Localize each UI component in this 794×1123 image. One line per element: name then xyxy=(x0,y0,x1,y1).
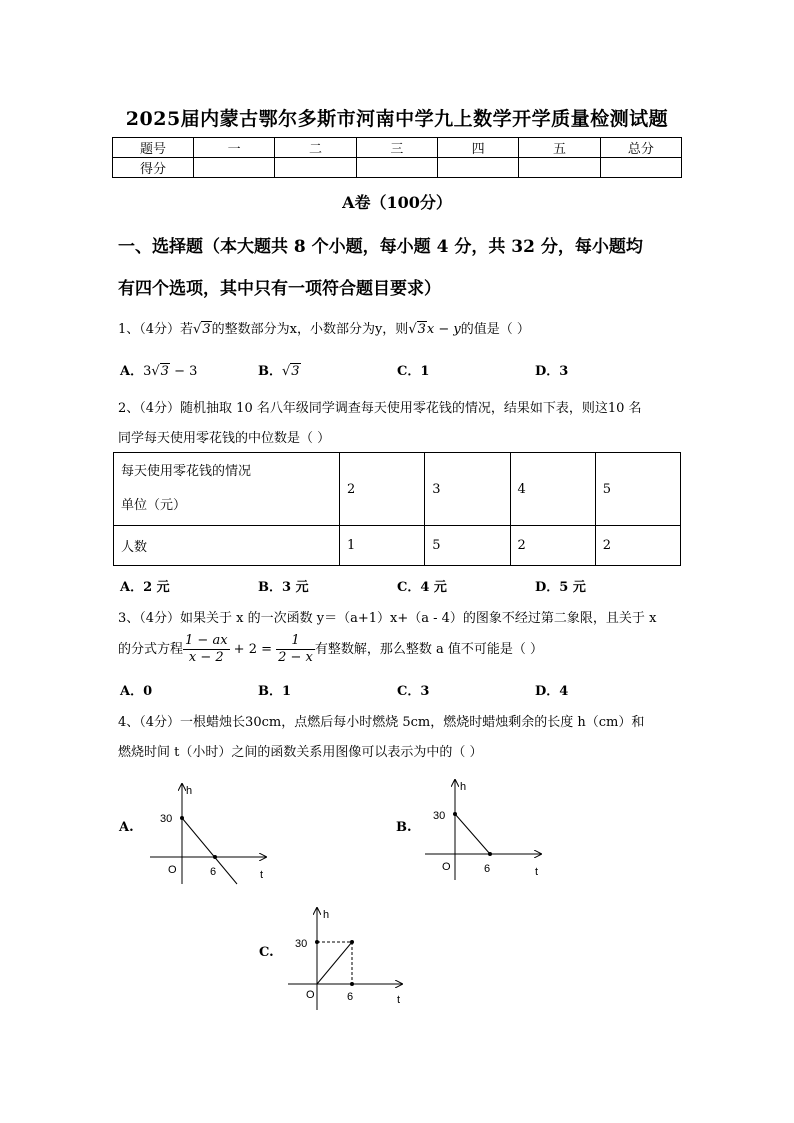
q2-option-d[interactable] xyxy=(535,576,586,595)
option-label: A． xyxy=(120,364,144,379)
radicand: 3 xyxy=(417,322,426,337)
score-cell: 总分 xyxy=(600,138,681,158)
money-table-header-cell xyxy=(114,453,340,526)
option-value: 0 xyxy=(143,684,153,699)
q1-option-b[interactable] xyxy=(258,360,301,379)
money-table-cell: 5 xyxy=(425,526,510,566)
fraction-numerator: 1 − ax xyxy=(185,633,228,648)
q2-option-a[interactable] xyxy=(120,576,170,595)
q1-option-c[interactable] xyxy=(397,360,429,379)
section-a-title: A卷（100分） xyxy=(342,193,452,212)
q1-expression: x − y xyxy=(426,322,461,337)
money-table-cell: 4 xyxy=(510,453,595,526)
money-table-cell: 5 xyxy=(595,453,680,526)
x-tick-label: 6 xyxy=(210,866,217,878)
score-cell[interactable] xyxy=(194,158,275,178)
q1-option-d[interactable] xyxy=(535,360,568,379)
question-2-line2: 同学每天使用零花钱的中位数是（ ） xyxy=(118,431,331,446)
score-cell[interactable] xyxy=(600,158,681,178)
graph-c[interactable] xyxy=(280,902,420,1014)
graph-c-label[interactable]: C. xyxy=(259,945,274,960)
option-value: 3 xyxy=(420,684,430,699)
y-tick-label: 30 xyxy=(433,810,446,822)
q3-option-d[interactable] xyxy=(535,680,568,699)
option-value: 5 元 xyxy=(559,580,586,595)
option-value: − 3 xyxy=(169,364,198,379)
option-label: D． xyxy=(535,364,560,379)
graph-line xyxy=(455,814,490,854)
graph-point xyxy=(180,816,184,820)
header-line: 单位（元） xyxy=(121,498,187,513)
section-heading-line1: 一、选择题（本大题共 8 个小题，每小题 4 分，共 32 分，每小题均 xyxy=(118,237,643,257)
fraction-numerator: 1 xyxy=(276,633,315,650)
money-table-cell: 2 xyxy=(340,453,425,526)
origin-label: O xyxy=(442,861,451,873)
money-table-row xyxy=(114,453,681,526)
option-value: 3 xyxy=(143,364,152,379)
q3-post-text: 有整数解，那么整数 a 值不可能是（ ） xyxy=(314,642,544,657)
score-cell: 三 xyxy=(356,138,437,158)
option-label: C． xyxy=(397,364,421,379)
option-label: B． xyxy=(258,364,282,379)
q1-post-text: 的值是（ ） xyxy=(460,322,530,337)
question-4-line2: 燃烧时间 t（小时）之间的函数关系用图像可以表示为中的（ ） xyxy=(118,745,483,760)
graph-point xyxy=(213,855,217,859)
score-table xyxy=(112,137,682,178)
exam-title: 2025届内蒙古鄂尔多斯市河南中学九上数学开学质量检测试题 xyxy=(125,108,669,130)
money-table-row xyxy=(114,526,681,566)
graph-a-label[interactable]: A. xyxy=(119,820,134,835)
header-line: 每天使用零花钱的情况 xyxy=(121,464,252,479)
pocket-money-table xyxy=(113,452,681,566)
origin-label: O xyxy=(168,864,177,876)
q3-operator: + 2 = xyxy=(229,642,277,657)
graph-point xyxy=(350,940,354,944)
section-heading-line2: 有四个选项，其中只有一项符合题目要求） xyxy=(118,279,441,299)
option-label: D． xyxy=(535,580,560,595)
origin-label: O xyxy=(306,989,315,1001)
sqrt-symbol: √3 xyxy=(193,322,211,337)
q1-pre-text: 1、（4分）若 xyxy=(118,322,194,337)
option-label: A． xyxy=(120,684,144,699)
q2-option-c[interactable] xyxy=(397,576,447,595)
x-axis-label: t xyxy=(397,994,401,1006)
q3-pre-text: 的分式方程 xyxy=(118,642,184,657)
sqrt-symbol: √3 xyxy=(408,322,426,337)
q2-option-b[interactable] xyxy=(258,576,309,595)
question-3-line1: 3、（4分）如果关于 x 的一次函数 y＝（a+1）x+（a - 4）的图象不经过第二象限，且关于 x xyxy=(118,611,657,626)
option-value: 4 元 xyxy=(420,580,447,595)
graph-point xyxy=(315,940,319,944)
option-value: 2 元 xyxy=(143,580,170,595)
y-tick-label: 30 xyxy=(295,938,308,950)
option-label: C． xyxy=(397,580,421,595)
score-cell: 题号 xyxy=(113,138,194,158)
money-table-cell: 1 xyxy=(340,526,425,566)
y-axis-label: h xyxy=(460,781,467,793)
money-table-cell: 2 xyxy=(510,526,595,566)
q1-mid-text: 的整数部分为x，小数部分为y，则 xyxy=(211,322,409,337)
score-cell: 得分 xyxy=(113,158,194,178)
x-axis-label: t xyxy=(535,866,539,878)
q3-option-a[interactable] xyxy=(120,680,152,699)
money-table-cell: 人数 xyxy=(114,526,340,566)
score-cell: 四 xyxy=(437,138,518,158)
money-table-cell: 3 xyxy=(425,453,510,526)
graph-b[interactable] xyxy=(415,776,555,886)
question-2-line1: 2、（4分）随机抽取 10 名八年级同学调查每天使用零花钱的情况，结果如下表，则这10 名 xyxy=(118,401,642,416)
money-table-cell: 2 xyxy=(595,526,680,566)
score-cell[interactable] xyxy=(356,158,437,178)
x-tick-label: 6 xyxy=(484,863,491,875)
score-cell: 五 xyxy=(519,138,600,158)
score-cell[interactable] xyxy=(519,158,600,178)
score-cell: 一 xyxy=(194,138,275,158)
score-cell[interactable] xyxy=(275,158,356,178)
score-table-header-row xyxy=(113,138,682,158)
fraction xyxy=(276,633,315,666)
sqrt-symbol: √3 xyxy=(282,364,300,379)
q3-option-c[interactable] xyxy=(397,680,429,699)
option-label: B． xyxy=(258,580,282,595)
score-table-score-row xyxy=(113,158,682,178)
option-value: 1 xyxy=(282,684,292,699)
graph-b-label[interactable]: B. xyxy=(396,820,412,835)
option-value: 1 xyxy=(420,364,430,379)
y-axis-label: h xyxy=(186,785,193,797)
y-axis-label: h xyxy=(323,909,330,921)
graph-line xyxy=(317,942,352,984)
graph-a[interactable] xyxy=(140,780,280,890)
option-value: 3 xyxy=(559,364,569,379)
graph-point xyxy=(488,852,492,856)
sqrt-symbol: √3 xyxy=(151,364,169,379)
fraction-denominator: 2 − x xyxy=(278,650,313,665)
option-value: 3 元 xyxy=(282,580,309,595)
y-tick-label: 30 xyxy=(160,813,173,825)
question-3-line2 xyxy=(118,632,543,668)
x-tick-label: 6 xyxy=(347,991,354,1003)
option-label: D． xyxy=(535,684,560,699)
fraction-denominator: x − 2 xyxy=(188,650,224,665)
option-label: B． xyxy=(258,684,282,699)
option-value: 4 xyxy=(559,684,569,699)
fraction xyxy=(183,633,230,666)
option-label: C． xyxy=(397,684,421,699)
q3-option-b[interactable] xyxy=(258,680,291,699)
graph-point xyxy=(350,982,354,986)
question-4-line1: 4、（4分）一根蜡烛长30cm，点燃后每小时燃烧 5cm，燃烧时蜡烛剩余的长度 h（cm）和 xyxy=(118,715,645,730)
score-cell[interactable] xyxy=(437,158,518,178)
option-label: A． xyxy=(120,580,144,595)
score-cell: 二 xyxy=(275,138,356,158)
x-axis-label: t xyxy=(260,869,264,881)
radicand: 3 xyxy=(202,322,211,337)
q1-option-a[interactable] xyxy=(120,360,197,379)
question-1-stem xyxy=(118,318,530,337)
graph-point xyxy=(453,812,457,816)
radicand: 3 xyxy=(291,364,300,379)
radicand: 3 xyxy=(160,364,169,379)
